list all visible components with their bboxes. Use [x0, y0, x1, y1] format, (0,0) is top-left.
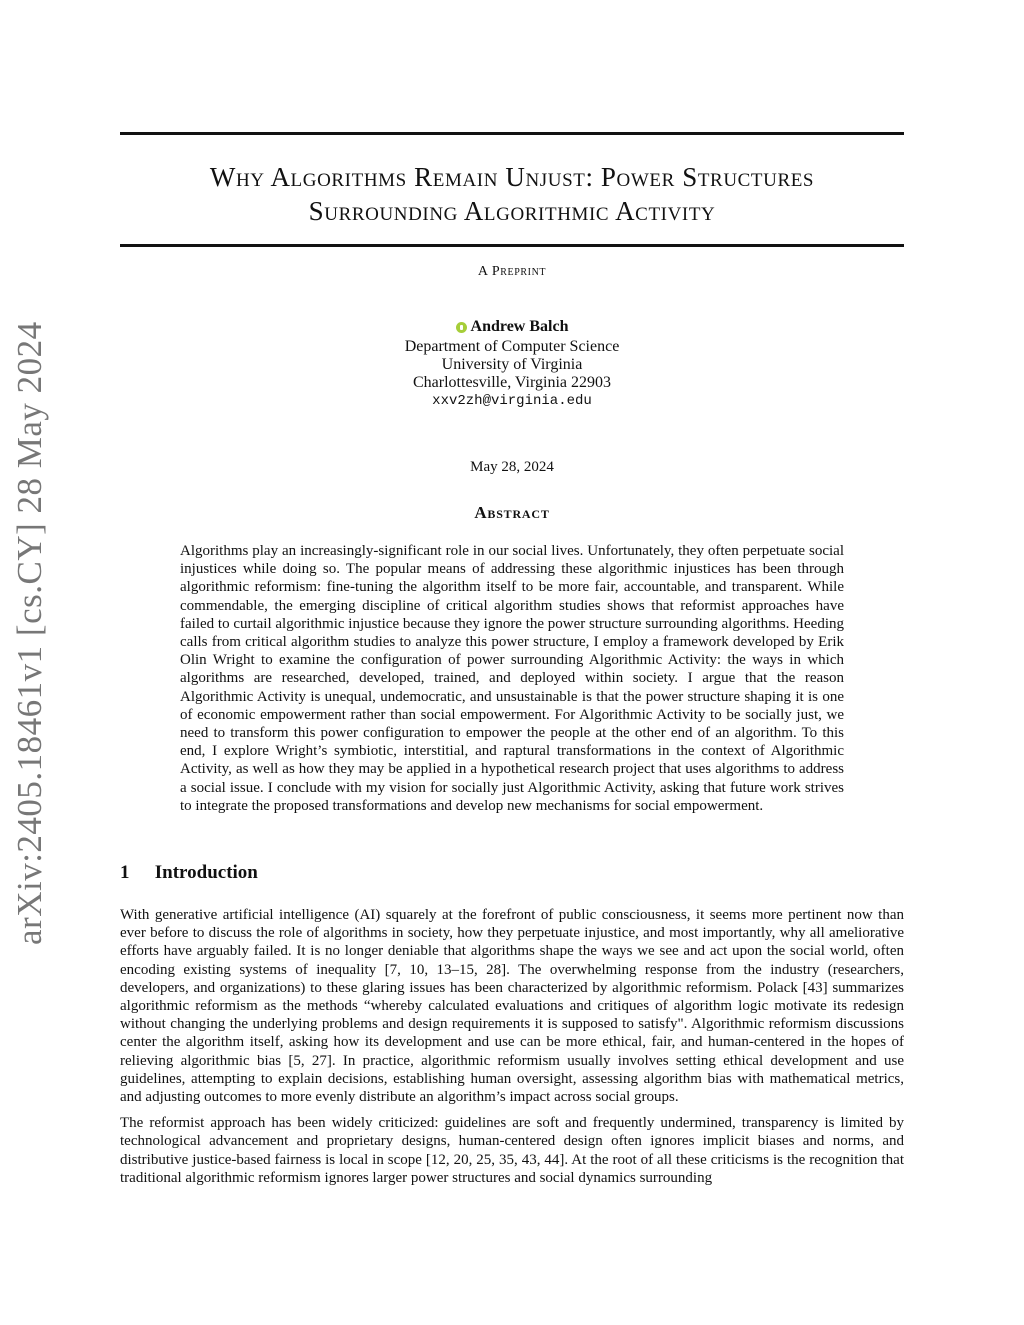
abstract-heading: Abstract [474, 503, 550, 522]
introduction-body [120, 906, 904, 1195]
paper-title [120, 160, 904, 228]
paper-title-line-2: Surrounding Algorithmic Activity [308, 196, 716, 226]
body-paragraph-2: The reformist approach has been widely criticized: guidelines are soft and frequently undermined, transparency is limited by technological advancement and proprietary designs, human-centered design often ignores implicit biases and norms, and distributive justice-based fairness is local in scope [12, 20, 25, 35, 43, 44]. At the root of all these criticisms is the recognition that traditional algorithmic reformism ignores larger power structures and social dynamics surrounding [120, 1115, 904, 1186]
author-email[interactable]: xxv2zh@virginia.edu [432, 392, 592, 409]
author-location: Charlottesville, Virginia 22903 [413, 373, 611, 391]
author-department: Department of Computer Science [404, 337, 620, 355]
preprint-label: A Preprint [477, 264, 547, 279]
section-title: Introduction [154, 862, 258, 883]
abstract-text: Algorithms play an increasingly-significant role in our social lives. Unfortunately, they often perpetuate social injustices while doing so. The popular means of addressing these algorithmic injustices has been through algorithmic reformism: fine-tuning the algorithm itself to be more fair, accountable, and transparent. While commendable, the emerging discipline of critical algorithm studies shows that reformist approaches have failed to curtail algorithmic injustice because they ignore the power structure surrounding algorithms. Heeding calls from critical algorithm studies to analyze this power structure, I employ a framework developed by Erik Olin Wright to examine the configuration of power surrounding Algorithmic Activity: the ways in which algorithms are researched, developed, trained, and deployed within society. I argue that the reason Algorithmic Activity is unequal, undemocratic, and unsustainable is that the power structure shaping it is one of economic empowerment rather than social empowerment. For Algorithmic Activity to be socially just, we need to transform this power configuration to empower the people at the other end of an algorithm. To this end, I explore Wright’s symbiotic, interstitial, and raptural transformations in the context of Algorithmic Activity, as well as how they may be applied in a hypothetical research project that uses algorithms to address a social issue. I conclude with my vision for socially just Algorithmic Activity, asking that future work strives to integrate the proposed transformations and develop new mechanisms for social empowerment. [180, 543, 844, 814]
body-paragraph-1: With generative artificial intelligence (AI) squarely at the forefront of public consciousness, it seems more pertinent now than ever before to discuss the role of algorithms in society, how they perpetuate injustice, and most importantly, why all ameliorative efforts have arguably failed. It is no longer deniable that algorithms shape the ways we see and act upon the social world, often encoding existing systems of inequality [7, 10, 13–15, 28]. The overwhelming response from the industry (researchers, developers, and organizations) to these glaring issues has been characterized by algorithmic reformism. Polack [43] summarizes algorithmic reformism as the methods “whereby calculated evaluations and critiques of algorithm logic motivate its redesign without changing the underlying problems and design requirements it is supposed to satisfy". Algorithmic reformism discussions center the algorithm itself, asking how its development and use can be more ethical, fair, and human-centered in the hopes of relieving algorithmic bias [5, 27]. In practice, algorithmic reformism usually involves setting ethical development and use guidelines, attempting to explain decisions, establishing human oversight, assessing algorithm bias with mathematical metrics, and adjusting outcomes to more evenly distribute an algorithm’s impact across social groups. [120, 907, 904, 1106]
title-bottom-rule [120, 244, 904, 247]
author-name: Andrew Balch [470, 318, 569, 335]
section-heading-introduction [120, 862, 904, 884]
section-number: 1 [120, 862, 130, 883]
title-top-rule [120, 132, 904, 135]
author-name-row [456, 318, 569, 336]
orcid-icon[interactable] [456, 322, 467, 333]
paper-title-line-1: Why Algorithms Remain Unjust: Power Structures [209, 162, 815, 192]
arxiv-identifier-stamp: arXiv:2405.18461v1 [cs.CY] 28 May 2024 [10, 321, 49, 945]
author-university: University of Virginia [441, 355, 583, 373]
publication-date: May 28, 2024 [470, 459, 554, 475]
author-block [0, 318, 1024, 410]
